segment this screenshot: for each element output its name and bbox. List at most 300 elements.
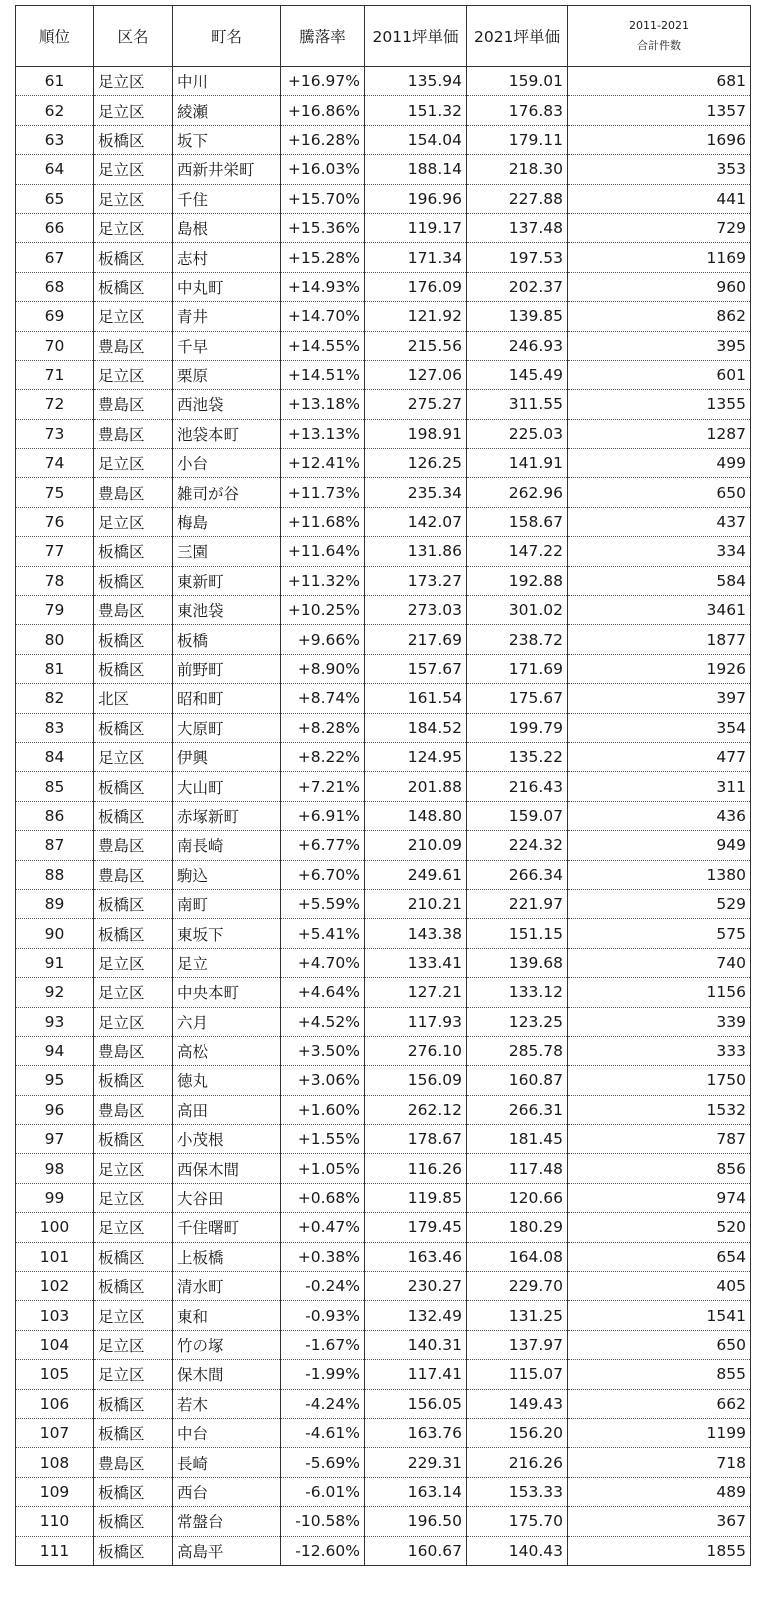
- cell-ward: 足立区: [94, 96, 173, 125]
- cell-rate: +1.05%: [281, 1154, 365, 1183]
- cell-count: 1156: [568, 978, 751, 1007]
- cell-ward: 板橋区: [94, 1272, 173, 1301]
- cell-price-2011: 117.93: [365, 1007, 467, 1036]
- cell-rate: +6.91%: [281, 801, 365, 830]
- cell-rank: 67: [16, 243, 94, 272]
- cell-count: 367: [568, 1507, 751, 1536]
- cell-count: 441: [568, 184, 751, 213]
- cell-rank: 63: [16, 125, 94, 154]
- cell-town: 西台: [173, 1477, 281, 1506]
- cell-ward: 足立区: [94, 507, 173, 536]
- cell-town: 昭和町: [173, 684, 281, 713]
- table-row: [16, 125, 751, 154]
- cell-count: 650: [568, 478, 751, 507]
- cell-price-2011: 140.31: [365, 1330, 467, 1359]
- cell-rate: -1.99%: [281, 1360, 365, 1389]
- cell-ward: 豊島区: [94, 1448, 173, 1477]
- cell-ward: 足立区: [94, 1007, 173, 1036]
- cell-count: 1532: [568, 1095, 751, 1124]
- cell-rate: +14.93%: [281, 272, 365, 301]
- cell-price-2011: 119.17: [365, 213, 467, 242]
- table-row: [16, 713, 751, 742]
- table-row: [16, 1066, 751, 1095]
- cell-rate: +6.70%: [281, 860, 365, 889]
- cell-price-2011: 154.04: [365, 125, 467, 154]
- cell-town: 東池袋: [173, 596, 281, 625]
- cell-price-2011: 142.07: [365, 507, 467, 536]
- cell-rate: +3.50%: [281, 1036, 365, 1065]
- cell-rate: +4.52%: [281, 1007, 365, 1036]
- cell-price-2011: 273.03: [365, 596, 467, 625]
- cell-town: 駒込: [173, 860, 281, 889]
- cell-rate: -4.61%: [281, 1418, 365, 1447]
- header-ward: 区名: [94, 6, 173, 67]
- cell-rank: 95: [16, 1066, 94, 1095]
- cell-town: 小台: [173, 449, 281, 478]
- cell-count: 740: [568, 948, 751, 977]
- cell-town: 西保木間: [173, 1154, 281, 1183]
- cell-price-2011: 201.88: [365, 772, 467, 801]
- cell-town: 若木: [173, 1389, 281, 1418]
- cell-rank: 83: [16, 713, 94, 742]
- cell-count: 1169: [568, 243, 751, 272]
- cell-price-2011: 163.76: [365, 1418, 467, 1447]
- cell-rate: -4.24%: [281, 1389, 365, 1418]
- cell-price-2011: 176.09: [365, 272, 467, 301]
- cell-price-2021: 131.25: [467, 1301, 568, 1330]
- cell-price-2011: 156.09: [365, 1066, 467, 1095]
- cell-count: 520: [568, 1213, 751, 1242]
- cell-rank: 104: [16, 1330, 94, 1359]
- cell-town: 西新井栄町: [173, 155, 281, 184]
- cell-rank: 73: [16, 419, 94, 448]
- cell-price-2011: 173.27: [365, 566, 467, 595]
- cell-rate: +13.13%: [281, 419, 365, 448]
- cell-town: 板橋: [173, 625, 281, 654]
- cell-count: 436: [568, 801, 751, 830]
- table-row: [16, 1448, 751, 1477]
- cell-price-2011: 235.34: [365, 478, 467, 507]
- cell-town: 長崎: [173, 1448, 281, 1477]
- cell-price-2011: 135.94: [365, 67, 467, 96]
- cell-price-2021: 137.97: [467, 1330, 568, 1359]
- table-row: [16, 566, 751, 595]
- cell-ward: 板橋区: [94, 654, 173, 683]
- cell-rate: +16.86%: [281, 96, 365, 125]
- cell-town: 千住曙町: [173, 1213, 281, 1242]
- cell-price-2011: 119.85: [365, 1183, 467, 1212]
- cell-price-2011: 196.96: [365, 184, 467, 213]
- table-row: [16, 919, 751, 948]
- cell-rank: 96: [16, 1095, 94, 1124]
- cell-count: 855: [568, 1360, 751, 1389]
- cell-rate: +16.28%: [281, 125, 365, 154]
- cell-ward: 足立区: [94, 1301, 173, 1330]
- cell-rate: +4.64%: [281, 978, 365, 1007]
- cell-ward: 足立区: [94, 449, 173, 478]
- cell-rank: 98: [16, 1154, 94, 1183]
- cell-rank: 66: [16, 213, 94, 242]
- table-row: [16, 537, 751, 566]
- cell-price-2021: 192.88: [467, 566, 568, 595]
- cell-rank: 87: [16, 831, 94, 860]
- cell-town: 小茂根: [173, 1125, 281, 1154]
- cell-rank: 108: [16, 1448, 94, 1477]
- cell-price-2011: 121.92: [365, 302, 467, 331]
- cell-price-2011: 127.06: [365, 360, 467, 389]
- cell-price-2021: 151.15: [467, 919, 568, 948]
- cell-ward: 足立区: [94, 1154, 173, 1183]
- cell-town: 前野町: [173, 654, 281, 683]
- cell-count: 862: [568, 302, 751, 331]
- cell-price-2011: 151.32: [365, 96, 467, 125]
- cell-town: 三園: [173, 537, 281, 566]
- cell-count: 311: [568, 772, 751, 801]
- cell-count: 397: [568, 684, 751, 713]
- cell-price-2021: 224.32: [467, 831, 568, 860]
- cell-rank: 90: [16, 919, 94, 948]
- cell-price-2021: 140.43: [467, 1536, 568, 1565]
- cell-town: 高田: [173, 1095, 281, 1124]
- cell-rank: 78: [16, 566, 94, 595]
- cell-rank: 81: [16, 654, 94, 683]
- table-row: [16, 1330, 751, 1359]
- table-row: [16, 596, 751, 625]
- cell-town: 常盤台: [173, 1507, 281, 1536]
- cell-rank: 75: [16, 478, 94, 507]
- cell-ward: 足立区: [94, 213, 173, 242]
- cell-price-2021: 153.33: [467, 1477, 568, 1506]
- cell-rate: +0.38%: [281, 1242, 365, 1271]
- cell-rank: 94: [16, 1036, 94, 1065]
- cell-town: 島根: [173, 213, 281, 242]
- cell-count: 395: [568, 331, 751, 360]
- cell-price-2021: 159.07: [467, 801, 568, 830]
- cell-town: 青井: [173, 302, 281, 331]
- cell-town: 中川: [173, 67, 281, 96]
- cell-count: 960: [568, 272, 751, 301]
- cell-price-2021: 149.43: [467, 1389, 568, 1418]
- cell-price-2021: 175.70: [467, 1507, 568, 1536]
- table-row: [16, 1007, 751, 1036]
- cell-rank: 61: [16, 67, 94, 96]
- cell-rank: 110: [16, 1507, 94, 1536]
- cell-rate: -1.67%: [281, 1330, 365, 1359]
- cell-count: 584: [568, 566, 751, 595]
- cell-ward: 板橋区: [94, 125, 173, 154]
- cell-rate: +11.68%: [281, 507, 365, 536]
- cell-price-2021: 141.91: [467, 449, 568, 478]
- cell-rank: 86: [16, 801, 94, 830]
- cell-count: 334: [568, 537, 751, 566]
- table-row: [16, 772, 751, 801]
- cell-ward: 板橋区: [94, 625, 173, 654]
- cell-price-2011: 229.31: [365, 1448, 467, 1477]
- cell-ward: 足立区: [94, 155, 173, 184]
- cell-ward: 板橋区: [94, 537, 173, 566]
- cell-price-2011: 184.52: [365, 713, 467, 742]
- cell-price-2021: 221.97: [467, 889, 568, 918]
- table-row: [16, 1272, 751, 1301]
- cell-price-2021: 301.02: [467, 596, 568, 625]
- cell-price-2021: 117.48: [467, 1154, 568, 1183]
- table-row: [16, 654, 751, 683]
- cell-ward: 豊島区: [94, 390, 173, 419]
- cell-rank: 105: [16, 1360, 94, 1389]
- cell-count: 1855: [568, 1536, 751, 1565]
- cell-ward: 板橋区: [94, 1418, 173, 1447]
- table-row: [16, 831, 751, 860]
- cell-rate: +0.47%: [281, 1213, 365, 1242]
- cell-price-2021: 218.30: [467, 155, 568, 184]
- cell-rate: +16.03%: [281, 155, 365, 184]
- cell-price-2021: 147.22: [467, 537, 568, 566]
- cell-price-2011: 215.56: [365, 331, 467, 360]
- table-row: [16, 155, 751, 184]
- cell-town: 足立: [173, 948, 281, 977]
- cell-ward: 豊島区: [94, 860, 173, 889]
- cell-ward: 板橋区: [94, 889, 173, 918]
- cell-price-2021: 159.01: [467, 67, 568, 96]
- cell-price-2021: 225.03: [467, 419, 568, 448]
- cell-rate: +1.60%: [281, 1095, 365, 1124]
- cell-price-2011: 188.14: [365, 155, 467, 184]
- cell-ward: 板橋区: [94, 272, 173, 301]
- cell-rate: +8.22%: [281, 742, 365, 771]
- cell-ward: 板橋区: [94, 919, 173, 948]
- cell-town: 坂下: [173, 125, 281, 154]
- table-row: [16, 67, 751, 96]
- cell-rate: +14.51%: [281, 360, 365, 389]
- table-row: [16, 1418, 751, 1447]
- table-row: [16, 1360, 751, 1389]
- cell-price-2011: 163.46: [365, 1242, 467, 1271]
- cell-price-2011: 117.41: [365, 1360, 467, 1389]
- table-row: [16, 625, 751, 654]
- cell-rank: 84: [16, 742, 94, 771]
- table-body: [16, 67, 751, 1566]
- cell-count: 654: [568, 1242, 751, 1271]
- cell-price-2011: 160.67: [365, 1536, 467, 1565]
- cell-ward: 足立区: [94, 360, 173, 389]
- cell-price-2011: 262.12: [365, 1095, 467, 1124]
- cell-rate: +9.66%: [281, 625, 365, 654]
- table-row: [16, 1477, 751, 1506]
- cell-rank: 80: [16, 625, 94, 654]
- cell-rate: +6.77%: [281, 831, 365, 860]
- cell-rank: 70: [16, 331, 94, 360]
- cell-ward: 足立区: [94, 978, 173, 1007]
- cell-ward: 板橋区: [94, 1507, 173, 1536]
- cell-price-2021: 262.96: [467, 478, 568, 507]
- cell-ward: 板橋区: [94, 1536, 173, 1565]
- cell-rate: +14.55%: [281, 331, 365, 360]
- cell-count: 1926: [568, 654, 751, 683]
- cell-rank: 99: [16, 1183, 94, 1212]
- cell-rank: 107: [16, 1418, 94, 1447]
- cell-price-2021: 266.34: [467, 860, 568, 889]
- cell-town: 大山町: [173, 772, 281, 801]
- cell-price-2011: 126.25: [365, 449, 467, 478]
- table-row: [16, 478, 751, 507]
- cell-ward: 足立区: [94, 67, 173, 96]
- cell-rank: 74: [16, 449, 94, 478]
- cell-town: 南町: [173, 889, 281, 918]
- header-price-2011: 2011坪単価: [365, 6, 467, 67]
- cell-town: 高島平: [173, 1536, 281, 1565]
- cell-rate: +16.97%: [281, 67, 365, 96]
- cell-rank: 109: [16, 1477, 94, 1506]
- cell-ward: 豊島区: [94, 596, 173, 625]
- cell-count: 601: [568, 360, 751, 389]
- cell-ward: 豊島区: [94, 331, 173, 360]
- cell-rank: 64: [16, 155, 94, 184]
- table-header-row: [16, 6, 751, 67]
- cell-rate: +5.41%: [281, 919, 365, 948]
- table-row: [16, 1213, 751, 1242]
- table-row: [16, 390, 751, 419]
- table-row: [16, 801, 751, 830]
- cell-price-2021: 164.08: [467, 1242, 568, 1271]
- cell-rate: -10.58%: [281, 1507, 365, 1536]
- cell-price-2011: 249.61: [365, 860, 467, 889]
- cell-rate: -0.24%: [281, 1272, 365, 1301]
- cell-count: 974: [568, 1183, 751, 1212]
- cell-rank: 89: [16, 889, 94, 918]
- cell-ward: 足立区: [94, 1360, 173, 1389]
- cell-price-2021: 160.87: [467, 1066, 568, 1095]
- cell-ward: 足立区: [94, 1183, 173, 1212]
- cell-rate: -6.01%: [281, 1477, 365, 1506]
- cell-town: 六月: [173, 1007, 281, 1036]
- cell-price-2021: 246.93: [467, 331, 568, 360]
- table-row: [16, 1095, 751, 1124]
- cell-rate: -5.69%: [281, 1448, 365, 1477]
- cell-ward: 板橋区: [94, 1242, 173, 1271]
- table-row: [16, 684, 751, 713]
- table-row: [16, 213, 751, 242]
- cell-rate: +3.06%: [281, 1066, 365, 1095]
- table-row: [16, 1183, 751, 1212]
- cell-count: 650: [568, 1330, 751, 1359]
- cell-rate: +7.21%: [281, 772, 365, 801]
- cell-rank: 106: [16, 1389, 94, 1418]
- cell-price-2021: 199.79: [467, 713, 568, 742]
- table-row: [16, 1242, 751, 1271]
- cell-price-2011: 171.34: [365, 243, 467, 272]
- cell-rank: 69: [16, 302, 94, 331]
- cell-town: 中丸町: [173, 272, 281, 301]
- cell-town: 赤塚新町: [173, 801, 281, 830]
- cell-price-2011: 131.86: [365, 537, 467, 566]
- cell-price-2011: 198.91: [365, 419, 467, 448]
- cell-price-2011: 116.26: [365, 1154, 467, 1183]
- cell-price-2021: 266.31: [467, 1095, 568, 1124]
- cell-count: 1287: [568, 419, 751, 448]
- cell-price-2021: 179.11: [467, 125, 568, 154]
- table-row: [16, 96, 751, 125]
- cell-ward: 北区: [94, 684, 173, 713]
- cell-rank: 91: [16, 948, 94, 977]
- cell-ward: 豊島区: [94, 831, 173, 860]
- table-row: [16, 1125, 751, 1154]
- cell-town: 竹の塚: [173, 1330, 281, 1359]
- cell-price-2021: 158.67: [467, 507, 568, 536]
- cell-count: 437: [568, 507, 751, 536]
- cell-rank: 92: [16, 978, 94, 1007]
- cell-ward: 板橋区: [94, 1125, 173, 1154]
- cell-count: 1380: [568, 860, 751, 889]
- cell-count: 1877: [568, 625, 751, 654]
- cell-price-2011: 148.80: [365, 801, 467, 830]
- table-row: [16, 1036, 751, 1065]
- cell-price-2021: 311.55: [467, 390, 568, 419]
- cell-price-2011: 196.50: [365, 1507, 467, 1536]
- cell-count: 681: [568, 67, 751, 96]
- table-row: [16, 331, 751, 360]
- table-row: [16, 302, 751, 331]
- cell-ward: 足立区: [94, 742, 173, 771]
- cell-price-2011: 157.67: [365, 654, 467, 683]
- header-price-2021: 2021坪単価: [467, 6, 568, 67]
- cell-rate: +11.64%: [281, 537, 365, 566]
- cell-price-2021: 115.07: [467, 1360, 568, 1389]
- cell-count: 949: [568, 831, 751, 860]
- cell-count: 1696: [568, 125, 751, 154]
- cell-count: 1355: [568, 390, 751, 419]
- cell-count: 1199: [568, 1418, 751, 1447]
- cell-price-2011: 210.21: [365, 889, 467, 918]
- cell-town: 綾瀬: [173, 96, 281, 125]
- cell-price-2021: 137.48: [467, 213, 568, 242]
- table-row: [16, 1389, 751, 1418]
- cell-price-2011: 276.10: [365, 1036, 467, 1065]
- table-row: [16, 272, 751, 301]
- cell-town: 伊興: [173, 742, 281, 771]
- cell-rate: +12.41%: [281, 449, 365, 478]
- cell-town: 中台: [173, 1418, 281, 1447]
- cell-price-2021: 216.43: [467, 772, 568, 801]
- cell-rank: 93: [16, 1007, 94, 1036]
- cell-count: 529: [568, 889, 751, 918]
- header-count-period: 2011-2021: [629, 19, 689, 32]
- cell-count: 405: [568, 1272, 751, 1301]
- cell-rate: +15.70%: [281, 184, 365, 213]
- cell-rate: +15.36%: [281, 213, 365, 242]
- table-row: [16, 419, 751, 448]
- cell-ward: 板橋区: [94, 801, 173, 830]
- cell-rank: 62: [16, 96, 94, 125]
- cell-town: 東和: [173, 1301, 281, 1330]
- cell-town: 保木間: [173, 1360, 281, 1389]
- cell-price-2021: 285.78: [467, 1036, 568, 1065]
- cell-rank: 82: [16, 684, 94, 713]
- cell-ward: 足立区: [94, 1330, 173, 1359]
- cell-ward: 板橋区: [94, 713, 173, 742]
- table-row: [16, 1154, 751, 1183]
- cell-rank: 77: [16, 537, 94, 566]
- cell-price-2011: 178.67: [365, 1125, 467, 1154]
- cell-rank: 85: [16, 772, 94, 801]
- table-row: [16, 184, 751, 213]
- cell-price-2021: 133.12: [467, 978, 568, 1007]
- cell-count: 662: [568, 1389, 751, 1418]
- cell-town: 志村: [173, 243, 281, 272]
- cell-price-2021: 197.53: [467, 243, 568, 272]
- table-row: [16, 948, 751, 977]
- cell-ward: 豊島区: [94, 419, 173, 448]
- cell-rank: 76: [16, 507, 94, 536]
